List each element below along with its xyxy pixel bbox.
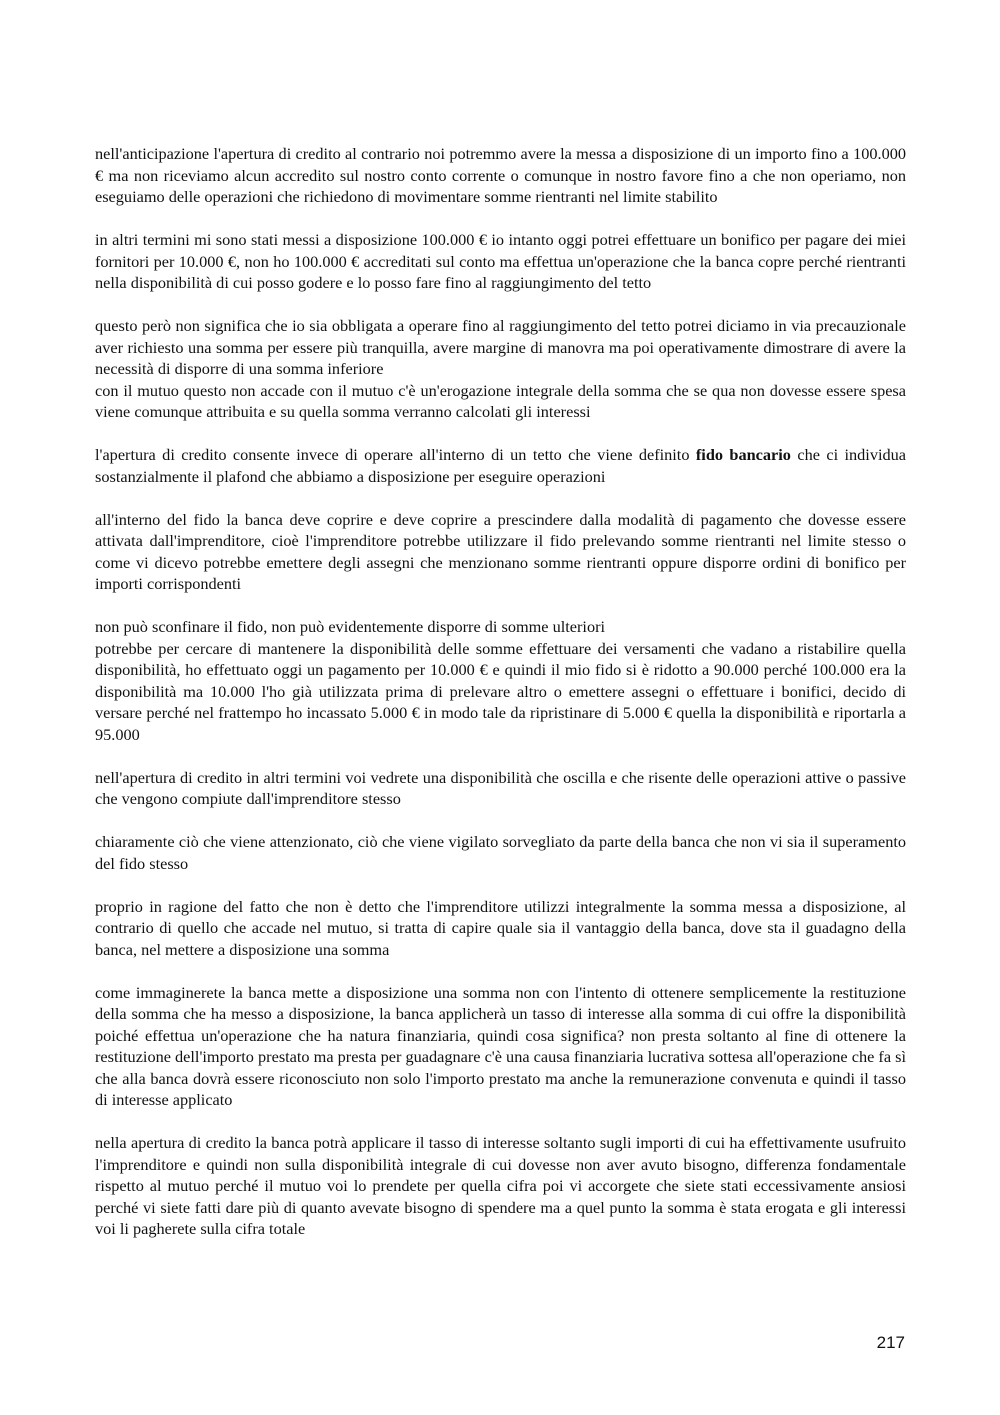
paragraph-non-significa: questo però non significa che io sia obbligata a operare fino al raggiungimento del tetto potrei diciamo in via precauzionale aver richiesto una somma per essere più tranquilla, avere margine di manovra ma poi operativamente dimostrare di avere la necessità di disporre di una somma inferiore (95, 316, 906, 378)
paragraph-fido-bancario (95, 444, 906, 487)
page-number: 217 (876, 1333, 905, 1352)
paragraph-versamenti: potrebbe per cercare di mantenere la disponibilità delle somme effettuare dei versamenti che vadano a ristabilire quella disponibilità, ho effettuato oggi un pagamento per 10.000 € e quindi il mio fido si è ridotto a 90.000 perché 100.000 era la disponibilità ma 10.000 l'ho già utilizzata prima di prelevare altro o emettere assegni o effettuare i bonifici, decido di versare perché nel frattempo ho incassato 5.000 € in modo tale da ripristinare di 5.000 € quella la disponibilità e riportarla a 95.000 (95, 638, 906, 744)
paragraph-fido-text-after: che ci individua sostanzialmente il plafond che abbiamo a disposizione per eseguire operazioni (95, 445, 906, 486)
paragraph-fido-text-before: l'apertura di credito consente invece di operare all'interno di un tetto che viene definito (95, 445, 696, 464)
paragraph-vigilanza: chiaramente ciò che viene attenzionato, ciò che viene vigilato sorvegliato da parte della banca che non vi sia il superamento del fido stesso (95, 832, 906, 873)
paragraph-vantaggio-banca: proprio in ragione del fatto che non è detto che l'imprenditore utilizzi integralmente la somma messa a disposizione, al contrario di quello che accade nel mutuo, si tratta di capire quale sia il vantaggio della banca, dove sta il guadagno della banca, nel mettere a disposizione una somma (95, 896, 906, 959)
page-body (95, 143, 906, 1261)
paragraph-mutuo: con il mutuo questo non accade con il mutuo c'è un'erogazione integrale della somma che se qua non dovesse essere spesa viene comunque attribuita e su quella somma verranno calcolati gli interessi (95, 380, 906, 421)
paragraph-anticipazione: nell'anticipazione l'apertura di credito al contrario noi potremmo avere la messa a disposizione di un importo fino a 100.000 € ma non riceviamo alcun accredito sul nostro conto corrente o comunque in nostro favore fino a che non operiamo, non eseguiamo delle operazioni che richiedono di movimentare somme rientranti nel limite stabilito (95, 144, 906, 206)
paragraph-differenza-mutuo: nella apertura di credito la banca potrà applicare il tasso di interesse soltanto sugli importi di cui ha effettivamente usufruito l'imprenditore e quindi non sulla disponibilità integrale di cui dovesse non aver avuto bisogno, differenza fondamentale rispetto al mutuo perché il mutuo voi lo prendete per quella cifra poi vi accorgete che siete stati eccessivamente ansiosi perché vi siete fatti dare più di quanto avevate bisogno di spendere ma a quel punto la somma è stata erogata e gli interessi voi li pagherete sulla cifra totale (95, 1133, 906, 1238)
paragraph-altri-termini: in altri termini mi sono stati messi a disposizione 100.000 € io intanto oggi potrei effettuare un bonifico per pagare dei miei fornitori per 10.000 €, non ho 100.000 € accreditati sul conto ma effettua un'operazione che la banca copre perché rientranti nella disponibilità di cui posso godere e lo posso fare fino al raggiungimento del tetto (95, 230, 906, 292)
paragraph-sconfinare: non può sconfinare il fido, non può evidentemente disporre di somme ulteriori (95, 617, 606, 636)
fido-bancario-term: fido bancario (695, 445, 791, 464)
paragraph-disponibilita-oscilla: nell'apertura di credito in altri termini voi vedrete una disponibilità che oscilla e che risente delle operazioni attive o passive che vengono compiute dall'imprenditore stesso (95, 767, 906, 808)
paragraph-tasso-interesse: come immaginerete la banca mette a disposizione una somma non con l'intento di ottenere semplicemente la restituzione della somma che ha messo a disposizione, la banca applicherà un tasso di interesse alla somma di cui offre la disponibilità poiché effettua un'operazione che ha natura finanziaria, quindi cosa significa? non presta soltanto al fine di ottenere la restituzione dell'importo prestato ma presta per guadagnare c'è una causa finanziaria lucrativa sottesa all'operazione che fa sì che alla banca dovrà essere riconosciuto non solo l'importo prestato ma anche la remunerazione convenuta e quindi il tasso di interesse applicato (95, 982, 906, 1109)
paragraph-interno-fido: all'interno del fido la banca deve coprire e deve coprire a prescindere dalla modalità di pagamento che dovesse essere attivata dall'imprenditore, cioè l'imprenditore potrebbe utilizzare il fido prelevando somme rientranti nel limite stesso o come vi dicevo potrebbe emettere degli assegni che menzionano somme rientranti oppure disporre ordini di bonifico per importi corrispondenti (95, 509, 906, 593)
